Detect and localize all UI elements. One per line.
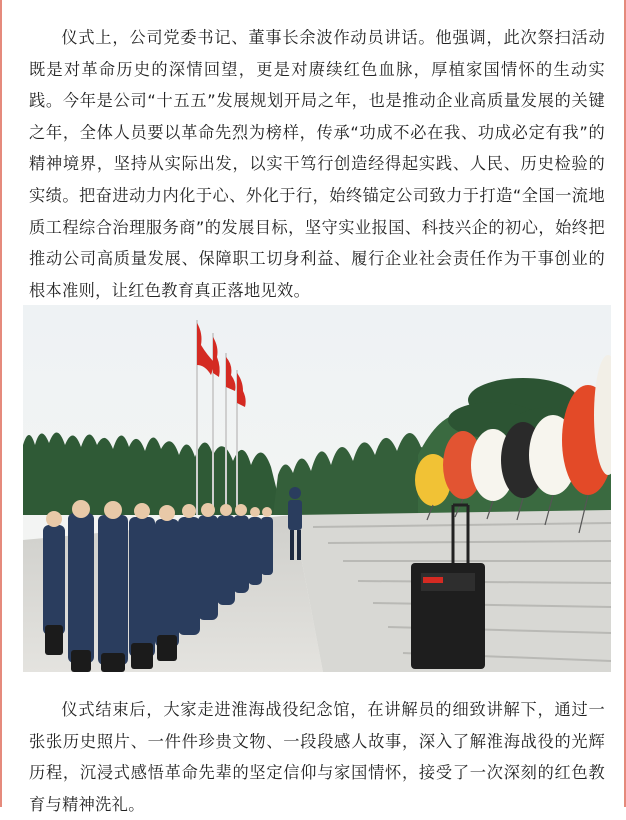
article-paragraph-speech: 仪式上，公司党委书记、董事长余波作动员讲话。他强调，此次祭扫活动既是对革命历史的深情回望，更是对赓续红色血脉，厚植家国情怀的生动实践。今年是公司“十五五”发展规划开局之年，也是推动企业高质量发展的关键之年，全体人员要以革命先烈为榜样，传承“功成不必在我、功成必定有我”的精神境界，坚持从实际出发，以实干笃行创造经得起实践、人民、历史检验的实绩。把奋进动力内化于心、外化于行，始终锚定公司致力于打造“全国一流地质工程综合治理服务商”的发展目标，坚守实业报国、科技兴企的初心，始终把推动公司高质量发展、保障职工切身利益、履行企业社会责任作为干事创业的根本准则，让红色教育真正落地见效。 <box>29 28 605 300</box>
ceremony-photo <box>23 305 611 672</box>
article-paragraph-museum: 仪式结束后，大家走进淮海战役纪念馆，在讲解员的细致讲解下，通过一张张历史照片、一件件珍贵文物、一段段感人故事，深入了解淮海战役的光辉历程，沉浸式感悟革命先辈的坚定信仰与家国情怀，接受了一次深刻的红色教育与精神洗礼。 <box>29 700 605 814</box>
